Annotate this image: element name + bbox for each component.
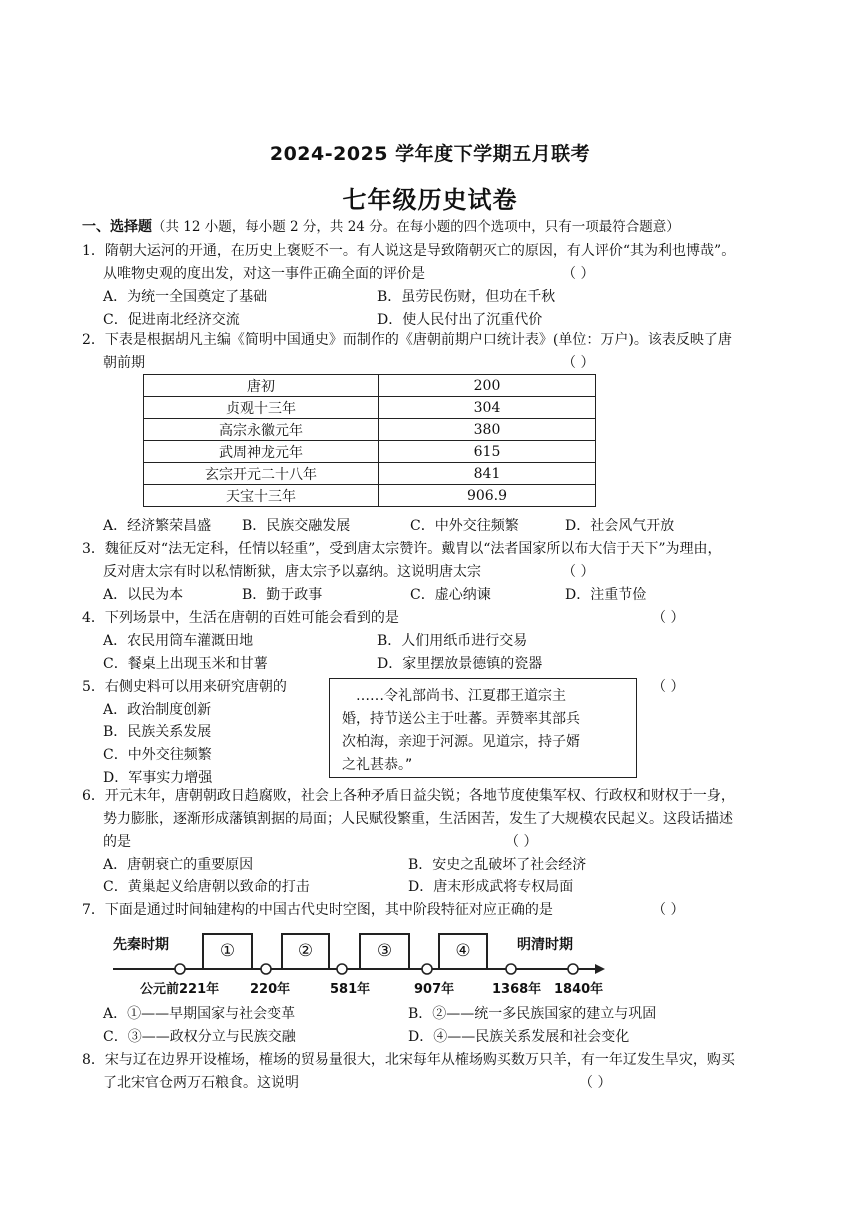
q6-stem-line3: 的是 (103, 834, 131, 850)
q1-option-c: C．促进南北经济交流 (103, 312, 240, 328)
q2-option-d: D．社会风气开放 (565, 518, 675, 534)
q2-stem-line1: 2．下表是根据胡凡主编《简明中国通史》而制作的《唐朝前期户口统计表》(单位：万户)。该表反映了唐 (82, 332, 732, 348)
table-row (144, 397, 596, 419)
timeline-tick-label: 907年 (414, 982, 455, 997)
exam-subject-title: 七年级历史试卷 (342, 186, 518, 214)
q3-stem-line2: 反对唐太宗有时以私情断狱，唐太宗予以嘉纳。这说明唐太宗 (103, 564, 481, 580)
table-cell-period: 贞观十三年 (144, 397, 379, 419)
source-line: 之礼甚恭。” (342, 757, 413, 773)
q3-answer-paren: （ ） (562, 564, 595, 580)
q7-option-c: C．③——政权分立与民族交融 (103, 1029, 296, 1045)
q5-answer-paren: （ ） (652, 679, 685, 695)
q7-stem: 7．下面是通过时间轴建构的中国古代史时空图，其中阶段特征对应正确的是 (82, 902, 553, 918)
exam-year-title: 2024-2025 学年度下学期五月联考 (269, 143, 591, 165)
table-row (144, 375, 596, 397)
q2-answer-paren: （ ） (562, 355, 595, 371)
timeline-start-label: 先秦时期 (113, 937, 169, 953)
q4-stem: 4．下列场景中，生活在唐朝的百姓可能会看到的是 (82, 610, 399, 626)
q5-option-a: A．政治制度创新 (103, 702, 212, 718)
table-cell-period: 唐初 (144, 375, 379, 397)
timeline-tick-label: 220年 (250, 982, 291, 997)
q8-stem-line1: 8．宋与辽在边界开设榷场，榷场的贸易量很大，北宋每年从榷场购买数万只羊，有一年辽发生旱灾，购买 (82, 1052, 735, 1068)
period-box-2-label: ② (297, 941, 314, 961)
history-timeline (113, 926, 613, 1001)
q6-stem-line1: 6．开元末年，唐朝朝政日趋腐败，社会上各种矛盾日益尖锐；各地节度使集军权、行政权和财权于一身， (82, 788, 735, 804)
table-cell-value: 841 (379, 463, 596, 485)
table-cell-period: 高宗永徽元年 (144, 419, 379, 441)
q1-stem-line2: 从唯物史观的度出发，对这一事件正确全面的评价是 (103, 266, 425, 282)
q4-option-c: C．餐桌上出现玉米和甘薯 (103, 656, 268, 672)
q3-option-c: C．虚心纳谏 (410, 587, 491, 603)
q2-option-c: C．中外交往频繁 (410, 518, 519, 534)
timeline-end-label: 明清时期 (517, 937, 573, 953)
q4-option-b: B．人们用纸币进行交易 (377, 633, 528, 649)
source-line: ……令礼部尚书、江夏郡王道宗主 (356, 688, 566, 704)
q6-option-d: D．唐末形成武将专权局面 (408, 879, 574, 895)
q5-option-d: D．军事实力增强 (103, 770, 213, 786)
table-cell-value: 615 (379, 441, 596, 463)
q8-stem-line2: 了北宋官仓两万石粮食。这说明 (103, 1075, 299, 1091)
table-cell-period: 天宝十三年 (144, 485, 379, 507)
timeline-tick-label: 1840年 (554, 982, 604, 997)
source-line: 婚，持节送公主于吐蕃。弄赞率其部兵 (342, 711, 580, 727)
q3-option-a: A．以民为本 (103, 587, 184, 603)
period-box-1-label: ① (219, 941, 236, 961)
table-row (144, 419, 596, 441)
q7-option-d: D．④——民族关系发展和社会变化 (408, 1029, 630, 1045)
q6-option-b: B．安史之乱破坏了社会经济 (408, 857, 587, 873)
section-note: （共 12 小题，每小题 2 分，共 24 分。在每小题的四个选项中，只有一项最符合题意） (152, 219, 680, 235)
table-row (144, 441, 596, 463)
q4-option-d: D．家里摆放景德镇的瓷器 (377, 656, 543, 672)
q2-option-b: B．民族交融发展 (242, 518, 351, 534)
q1-stem-line1: 1．隋朝大运河的开通，在历史上褒贬不一。有人说这是导致隋朝灭亡的原因，有人评价“其为利也博哉”。 (82, 243, 736, 259)
section-heading (82, 217, 680, 237)
q3-option-d: D．注重节俭 (565, 587, 647, 603)
section-label: 一、选择题 (82, 219, 152, 235)
q4-answer-paren: （ ） (652, 610, 685, 626)
q2-option-a: A．经济繁荣昌盛 (103, 518, 212, 534)
q6-option-c: C．黄巢起义给唐朝以致命的打击 (103, 879, 310, 895)
q1-option-b: B．虽劳民伤财，但功在千秋 (377, 289, 556, 305)
timeline-node (337, 964, 347, 974)
q7-option-a: A．①——早期国家与社会变革 (103, 1006, 296, 1022)
q3-stem-line1: 3．魏征反对“法无定科，任情以轻重”，受到唐太宗赞许。戴胄以“法者国家所以布大信于天下”为理由， (82, 541, 722, 557)
table-row (144, 485, 596, 507)
table-cell-value: 906.9 (379, 485, 596, 507)
timeline-tick-label: 公元前221年 (140, 982, 220, 997)
q6-option-a: A．唐朝衰亡的重要原因 (103, 857, 254, 873)
q1-option-d: D．使人民付出了沉重代价 (377, 312, 543, 328)
q8-answer-paren: （ ） (579, 1075, 612, 1091)
q4-option-a: A．农民用筒车灌溉田地 (103, 633, 254, 649)
period-box-4-label: ④ (455, 941, 471, 961)
timeline-node (506, 964, 516, 974)
table-cell-value: 304 (379, 397, 596, 419)
q7-option-b: B．②——统一多民族国家的建立与巩固 (408, 1006, 657, 1022)
q1-answer-paren: （ ） (562, 266, 595, 282)
table-row (144, 463, 596, 485)
table-cell-period: 武周神龙元年 (144, 441, 379, 463)
timeline-tick-label: 581年 (330, 982, 371, 997)
household-statistics-table (143, 374, 596, 507)
table-cell-value: 200 (379, 375, 596, 397)
timeline-node (422, 964, 432, 974)
timeline-node (261, 964, 271, 974)
q5-option-c: C．中外交往频繁 (103, 747, 212, 763)
source-line: 次柏海，亲迎于河源。见道宗，持子婿 (342, 734, 580, 750)
q5-stem: 5．右侧史料可以用来研究唐朝的 (82, 679, 287, 695)
q3-option-b: B．勤于政事 (242, 587, 323, 603)
q2-stem-line2: 朝前期 (103, 355, 145, 371)
timeline-tick-label: 1368年 (492, 982, 542, 997)
q6-stem-line2: 势力膨胀，逐渐形成藩镇割据的局面；人民赋役繁重，生活困苦，发生了大规模农民起义。这段话描述 (103, 811, 733, 827)
q5-option-b: B．民族关系发展 (103, 724, 212, 740)
table-cell-period: 玄宗开元二十八年 (144, 463, 379, 485)
table-cell-value: 380 (379, 419, 596, 441)
timeline-node (175, 964, 185, 974)
q6-answer-paren: （ ） (505, 834, 538, 850)
period-box-3-label: ③ (376, 941, 393, 961)
q7-answer-paren: （ ） (652, 902, 685, 918)
historical-source-box (329, 678, 637, 778)
q1-option-a: A．为统一全国奠定了基础 (103, 289, 268, 305)
timeline-node (568, 964, 578, 974)
arrow-right-icon (595, 964, 605, 974)
